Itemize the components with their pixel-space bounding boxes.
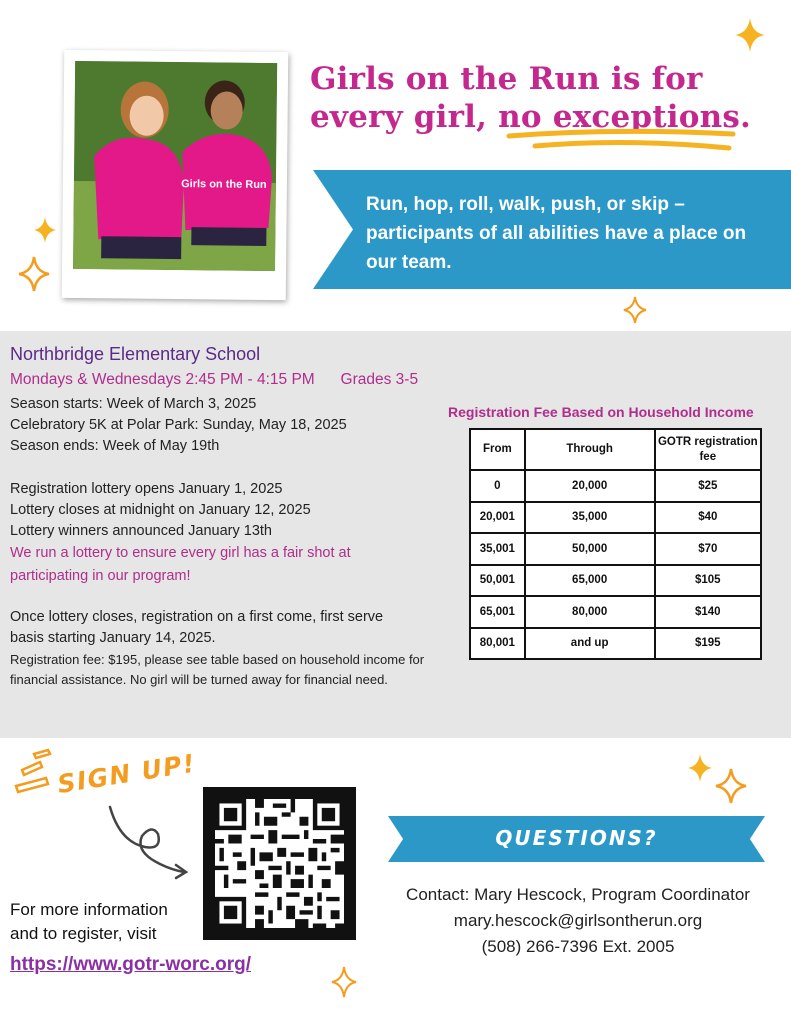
cell-fee: $25	[655, 470, 761, 502]
cell-from: 65,001	[470, 596, 525, 628]
abilities-text: Run, hop, roll, walk, push, or skip – participants of all abilities have a place on our team.	[366, 194, 747, 273]
contact-name: Contact: Mary Hescock, Program Coordinator	[406, 885, 750, 904]
headline-emphasis: no exceptions.	[498, 99, 751, 135]
lottery-note: We run a lottery to ensure every girl has a fair shot at participating in our program!	[10, 545, 351, 584]
photo-illustration	[73, 61, 277, 271]
cell-fee: $140	[655, 596, 761, 628]
fee-note: Registration fee: $195, please see table based on household income for financial assistance. No girl will be turned away for financial need.	[10, 652, 425, 687]
more-info-line1: For more information	[10, 900, 168, 919]
lottery-winners: Lottery winners announced January 13th	[10, 523, 272, 539]
cell-from: 50,001	[470, 565, 525, 597]
cell-fee: $70	[655, 533, 761, 565]
season-ends: Season ends: Week of May 19th	[10, 438, 220, 454]
girls-running-photo	[73, 61, 277, 271]
cell-from: 20,001	[470, 502, 525, 534]
burst-lines-icon	[10, 748, 58, 808]
fee-table-title: Registration Fee Based on Household Income	[448, 404, 754, 420]
more-info-line2: and to register, visit	[10, 924, 157, 943]
table-row	[470, 565, 761, 597]
cell-through: and up	[525, 628, 655, 660]
cell-through: 50,000	[525, 533, 655, 565]
season-starts: Season starts: Week of March 3, 2025	[10, 396, 257, 412]
contact-phone[interactable]: (508) 266-7396 Ext. 2005	[481, 937, 675, 956]
cell-from: 0	[470, 470, 525, 502]
celebratory-5k: Celebratory 5K at Polar Park: Sunday, May 18, 2025	[10, 417, 347, 433]
table-row	[470, 628, 761, 660]
contact-email[interactable]: mary.hescock@girlsontherun.org	[453, 911, 703, 930]
headline-line1: Girls on the Run is for	[310, 61, 703, 97]
contact-info	[378, 882, 778, 960]
sparkle-icon	[686, 752, 714, 784]
table-row	[470, 502, 761, 534]
header-from: From	[470, 429, 525, 470]
season-dates	[10, 394, 347, 457]
cell-fee: $195	[655, 628, 761, 660]
cell-fee: $40	[655, 502, 761, 534]
photo-frame	[62, 50, 289, 300]
table-row	[470, 470, 761, 502]
shirt-logo-text: Girls on the Run	[181, 178, 267, 191]
fee-table-header	[470, 429, 761, 470]
headline-line2-prefix: every girl,	[310, 99, 499, 135]
after-lottery: Once lottery closes, registration on a first come, first serve basis starting January 14, 2025.	[10, 609, 384, 646]
cell-through: 65,000	[525, 565, 655, 597]
schedule-days: Mondays & Wednesdays 2:45 PM - 4:15 PM	[10, 371, 315, 388]
cell-through: 80,000	[525, 596, 655, 628]
fee-table	[469, 428, 762, 660]
sparkle-outline-icon	[16, 254, 52, 294]
more-info-text	[10, 898, 168, 946]
header-through: Through	[525, 429, 655, 470]
sparkle-outline-icon	[330, 965, 358, 999]
sign-up-label: SIGN UP!	[55, 748, 198, 799]
headline	[310, 60, 780, 136]
qr-pattern-icon	[215, 799, 344, 928]
qr-code[interactable]	[203, 787, 356, 940]
sparkle-outline-icon	[713, 766, 749, 806]
curly-arrow-icon	[100, 802, 195, 887]
schedule	[10, 371, 418, 389]
lottery-info	[10, 479, 430, 588]
underline-swoosh	[505, 126, 737, 154]
sparkle-icon	[32, 215, 58, 245]
questions-label: QUESTIONS?	[495, 826, 658, 850]
qr-code-pattern	[215, 799, 344, 928]
lottery-closes: Lottery closes at midnight on January 12, 2025	[10, 502, 311, 518]
cell-through: 35,000	[525, 502, 655, 534]
cell-through: 20,000	[525, 470, 655, 502]
cell-fee: $105	[655, 565, 761, 597]
table-row	[470, 533, 761, 565]
sparkle-icon	[733, 16, 767, 54]
school-name: Northbridge Elementary School	[10, 344, 261, 364]
table-row	[470, 596, 761, 628]
cell-from: 80,001	[470, 628, 525, 660]
cell-from: 35,001	[470, 533, 525, 565]
header-fee: GOTR registration fee	[655, 429, 761, 470]
grades: Grades 3-5	[340, 371, 419, 388]
registration-link[interactable]: https://www.gotr-worc.org/	[10, 954, 251, 975]
lottery-opens: Registration lottery opens January 1, 2025	[10, 481, 283, 497]
sparkle-outline-icon	[622, 295, 648, 325]
